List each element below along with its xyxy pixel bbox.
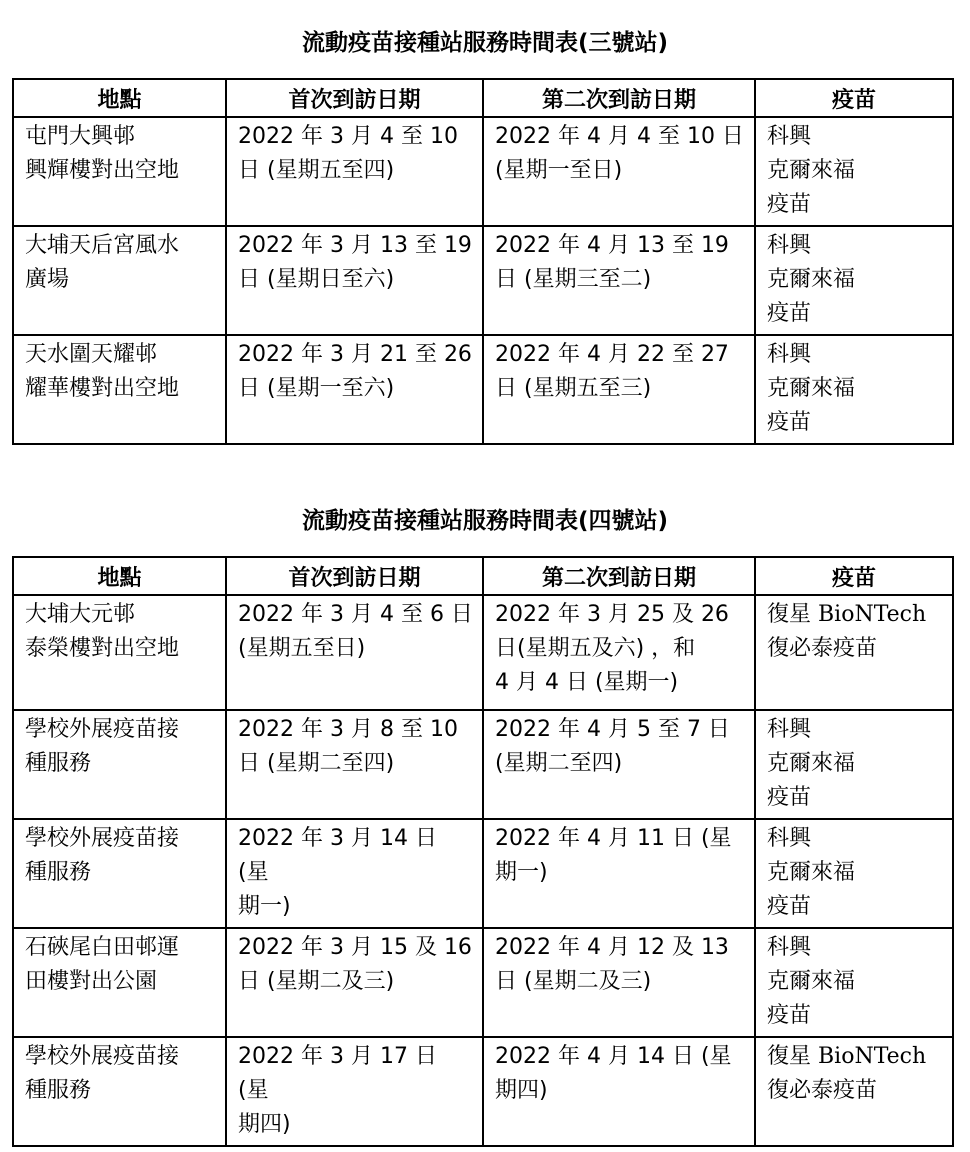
vaccine-cell	[755, 226, 953, 335]
cell-line: 2022 年 3 月 4 至 10	[238, 124, 458, 149]
location-cell	[13, 595, 226, 710]
vaccine-cell	[755, 710, 953, 819]
location-cell	[13, 1037, 226, 1146]
cell-line: 2022 年 3 月 25 及 26	[495, 602, 729, 627]
cell-line: 2022 年 4 月 5 至 7 日	[495, 717, 730, 742]
cell-line: 日 (星期三至二)	[495, 267, 652, 292]
header-row	[13, 557, 953, 595]
first-visit-cell	[226, 710, 483, 819]
cell-line: 日 (星期二及三)	[238, 969, 395, 994]
cell-line: 疫苗	[767, 894, 812, 919]
second-visit-cell	[483, 226, 755, 335]
cell-line: (星期一至日)	[495, 158, 623, 183]
vaccine-cell	[755, 335, 953, 444]
second-visit-cell	[483, 819, 755, 928]
header-location: 地點	[13, 557, 226, 595]
second-visit-cell	[483, 1037, 755, 1146]
cell-line: 大埔天后宮風水	[25, 233, 180, 258]
cell-line: 田樓對出公園	[25, 969, 158, 994]
cell-line: 耀華樓對出空地	[25, 376, 180, 401]
cell-line: 大埔大元邨	[25, 602, 136, 627]
cell-line: 克爾來福	[767, 376, 856, 401]
cell-line: 日 (星期二及三)	[495, 969, 652, 994]
cell-line: 學校外展疫苗接	[25, 1044, 180, 1069]
cell-line: 種服務	[25, 1078, 92, 1103]
cell-line: 學校外展疫苗接	[25, 717, 180, 742]
cell-line: 日 (星期五至四)	[238, 158, 395, 183]
cell-line: 日 (星期一至六)	[238, 376, 395, 401]
header-first-visit: 首次到訪日期	[226, 557, 483, 595]
cell-line: 興輝樓對出空地	[25, 158, 180, 183]
table-row	[13, 1037, 953, 1146]
station-4-title: 流動疫苗接種站服務時間表(四號站)	[301, 508, 669, 534]
cell-line: 科興	[767, 342, 812, 367]
cell-line: 克爾來福	[767, 969, 856, 994]
cell-line: 2022 年 4 月 13 至 19	[495, 233, 729, 258]
cell-line: 2022 年 3 月 15 及 16	[238, 935, 472, 960]
header-vaccine: 疫苗	[755, 79, 953, 117]
table-row	[13, 928, 953, 1037]
location-cell	[13, 117, 226, 226]
cell-line: 2022 年 4 月 22 至 27	[495, 342, 729, 367]
cell-line: 疫苗	[767, 785, 812, 810]
cell-line: 2022 年 4 月 14 日 (星	[495, 1044, 732, 1069]
vaccine-cell	[755, 1037, 953, 1146]
cell-line: 2022 年 3 月 13 至 19	[238, 233, 472, 258]
table-row	[13, 226, 953, 335]
cell-line: 4 月 4 日 (星期一)	[495, 670, 679, 695]
cell-line: 期四)	[495, 1078, 548, 1103]
cell-line: 日 (星期二至四)	[238, 751, 395, 776]
table-row	[13, 595, 953, 710]
location-cell	[13, 819, 226, 928]
location-cell	[13, 226, 226, 335]
cell-line: (星期五至日)	[238, 636, 366, 661]
cell-line: 疫苗	[767, 192, 812, 217]
location-cell	[13, 928, 226, 1037]
first-visit-cell	[226, 819, 483, 928]
cell-line: 期一)	[495, 860, 548, 885]
cell-line: 克爾來福	[767, 860, 856, 885]
cell-line: 復必泰疫苗	[767, 636, 878, 661]
cell-line: 2022 年 4 月 12 及 13	[495, 935, 729, 960]
cell-line: 科興	[767, 826, 812, 851]
header-first-visit: 首次到訪日期	[226, 79, 483, 117]
cell-line: 屯門大興邨	[25, 124, 136, 149]
cell-line: 2022 年 3 月 17 日 (星	[238, 1044, 437, 1103]
cell-line: 期四)	[238, 1112, 291, 1137]
table-row	[13, 335, 953, 444]
cell-line: 日 (星期日至六)	[238, 267, 395, 292]
cell-line: 期一)	[238, 894, 291, 919]
cell-line: 學校外展疫苗接	[25, 826, 180, 851]
cell-line: 2022 年 4 月 11 日 (星	[495, 826, 732, 851]
cell-line: 復必泰疫苗	[767, 1078, 878, 1103]
table-row	[13, 819, 953, 928]
cell-line: 廣場	[25, 267, 70, 292]
cell-line: 科興	[767, 233, 812, 258]
first-visit-cell	[226, 226, 483, 335]
cell-line: 疫苗	[767, 1003, 812, 1028]
first-visit-cell	[226, 117, 483, 226]
header-second-visit: 第二次到訪日期	[483, 557, 755, 595]
header-second-visit: 第二次到訪日期	[483, 79, 755, 117]
first-visit-cell	[226, 1037, 483, 1146]
second-visit-cell	[483, 710, 755, 819]
vaccine-cell	[755, 117, 953, 226]
cell-line: 克爾來福	[767, 751, 856, 776]
cell-line: (星期二至四)	[495, 751, 623, 776]
station-3-title: 流動疫苗接種站服務時間表(三號站)	[301, 30, 669, 56]
header-row	[13, 79, 953, 117]
location-cell	[13, 710, 226, 819]
station-3-schedule-table	[12, 78, 954, 445]
second-visit-cell	[483, 928, 755, 1037]
cell-line: 種服務	[25, 751, 92, 776]
second-visit-cell	[483, 117, 755, 226]
station-4-schedule-table	[12, 556, 954, 1147]
cell-line: 種服務	[25, 860, 92, 885]
first-visit-cell	[226, 595, 483, 710]
cell-line: 2022 年 3 月 21 至 26	[238, 342, 472, 367]
cell-line: 2022 年 4 月 4 至 10 日	[495, 124, 744, 149]
cell-line: 石硤尾白田邨運	[25, 935, 180, 960]
cell-line: 疫苗	[767, 410, 812, 435]
cell-line: 復星 BioNTech	[767, 1044, 927, 1069]
vaccine-cell	[755, 928, 953, 1037]
second-visit-cell	[483, 595, 755, 710]
cell-line: 2022 年 3 月 8 至 10	[238, 717, 458, 742]
header-vaccine: 疫苗	[755, 557, 953, 595]
table-row	[13, 710, 953, 819]
second-visit-cell	[483, 335, 755, 444]
cell-line: 泰榮樓對出空地	[25, 636, 180, 661]
cell-line: 科興	[767, 717, 812, 742]
table-row	[13, 117, 953, 226]
cell-line: 科興	[767, 124, 812, 149]
cell-line: 2022 年 3 月 4 至 6 日	[238, 602, 473, 627]
cell-line: 疫苗	[767, 301, 812, 326]
cell-line: 日(星期五及六) ，和	[495, 636, 696, 661]
cell-line: 克爾來福	[767, 158, 856, 183]
cell-line: 天水圍天耀邨	[25, 342, 158, 367]
first-visit-cell	[226, 335, 483, 444]
cell-line: 克爾來福	[767, 267, 856, 292]
cell-line: 復星 BioNTech	[767, 602, 927, 627]
vaccine-cell	[755, 595, 953, 710]
cell-line: 日 (星期五至三)	[495, 376, 652, 401]
location-cell	[13, 335, 226, 444]
header-location: 地點	[13, 79, 226, 117]
cell-line: 科興	[767, 935, 812, 960]
vaccine-cell	[755, 819, 953, 928]
cell-line: 2022 年 3 月 14 日 (星	[238, 826, 437, 885]
first-visit-cell	[226, 928, 483, 1037]
